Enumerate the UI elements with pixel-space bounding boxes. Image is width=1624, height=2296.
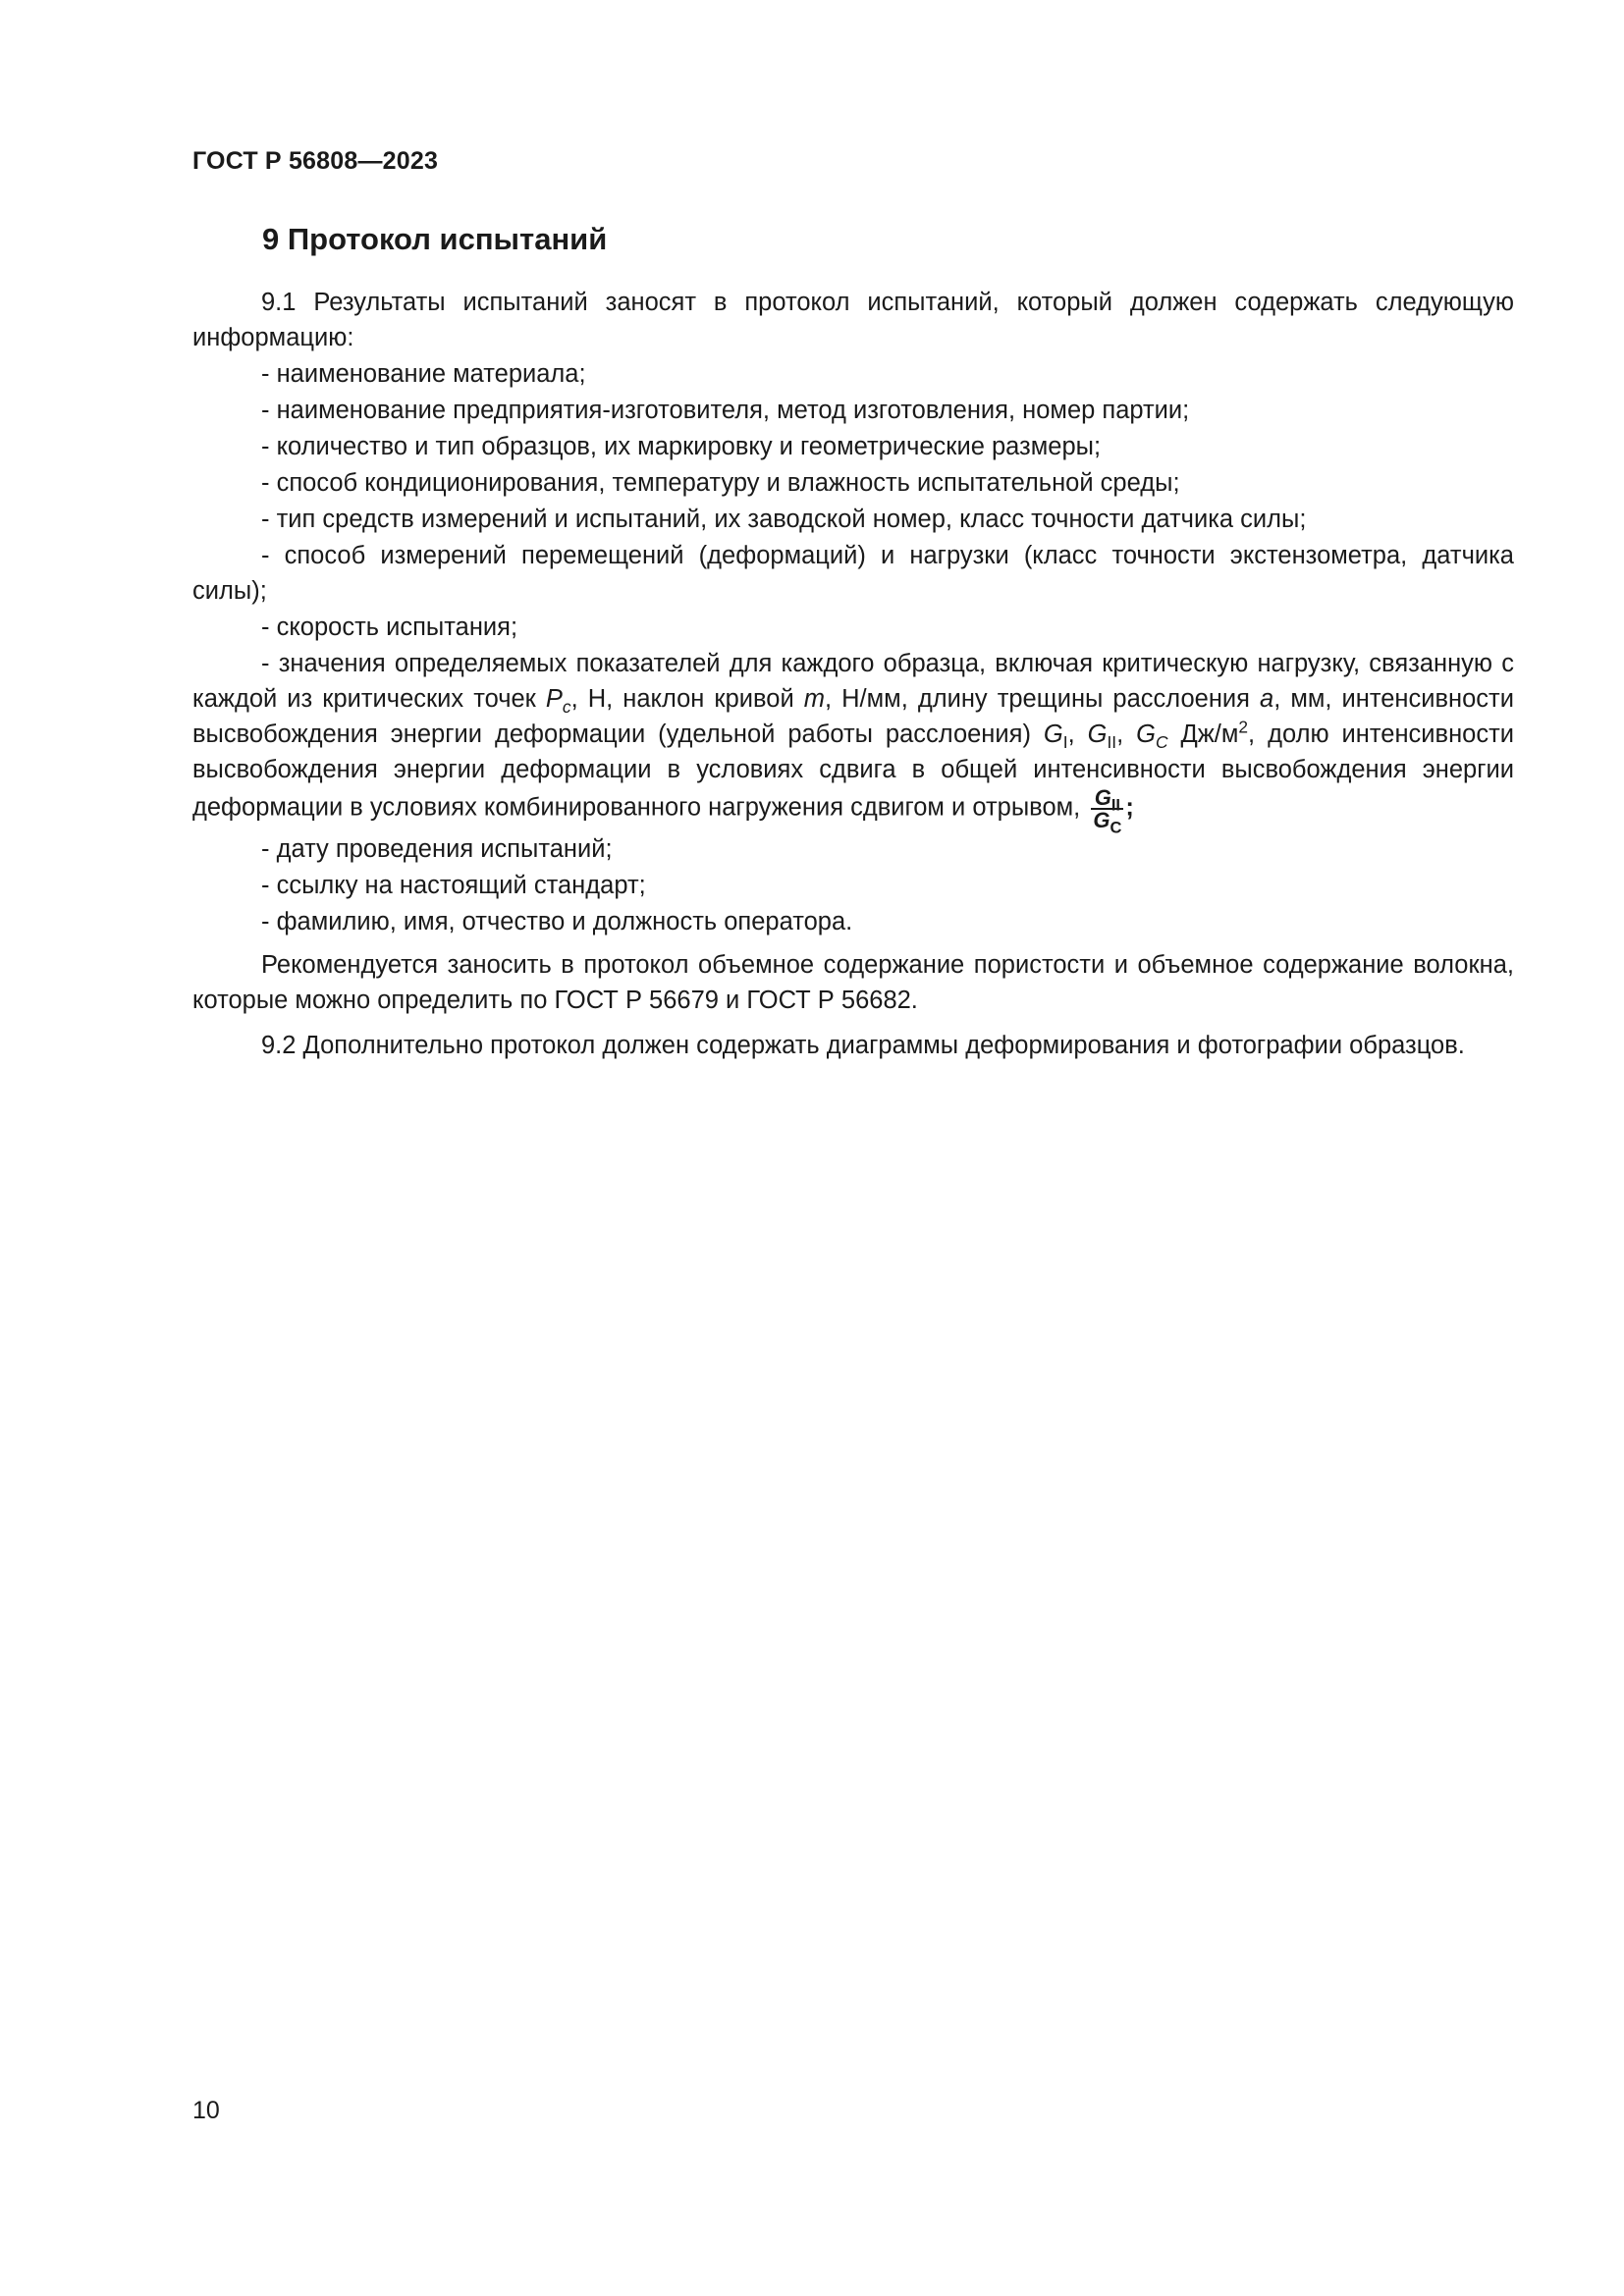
list-item: - скорость испытания; (261, 614, 518, 641)
symbol-g-1: G (1043, 721, 1063, 748)
values-text-3: , Н/мм, длину трещины расслоения (825, 685, 1260, 713)
values-text-6: , долю интенсивности высвобождения энергии деформации в условиях сдвига в общей интенсивности высвобождения энергии деформации в условиях комбинированного нагружения сдвигом и отрывом, (192, 721, 1515, 822)
semicolon: ; (1125, 793, 1134, 822)
separator-1: , (1067, 721, 1088, 748)
values-text-1: - значения определяемых показателей для каждого образца, включая критическую нагрузку, связанную с каждой из критических точек (192, 650, 1514, 713)
separator-2: , (1116, 721, 1137, 748)
symbol-p: P (545, 685, 563, 713)
paragraph-9-1: 9.1 Результаты испытаний заносят в протокол испытаний, который должен содержать следующую информацию: (192, 289, 1514, 351)
values-text-4: , мм, интенсивности высвобождения энергии деформации (удельной работы расслоения) (192, 685, 1514, 748)
values-text-2: , Н, наклон кривой (570, 685, 804, 713)
list-item: - фамилию, имя, отчество и должность оператора. (261, 908, 853, 935)
list-item: - способ измерений перемещений (деформаций) и нагрузки (класс точности экстензометра, датчика силы); (192, 542, 1514, 605)
list-item: - тип средств измерений и испытаний, их заводской номер, класс точности датчика силы; (261, 506, 1307, 533)
fraction-num-sub: II (1110, 796, 1120, 815)
fraction-num-g: G (1094, 785, 1111, 810)
list-item-values (192, 646, 1515, 837)
list-item: - наименование материала; (261, 360, 586, 388)
document-body (192, 285, 1514, 1063)
list-item: - наименование предприятия-изготовителя, метод изготовления, номер партии; (261, 397, 1190, 424)
fraction-den-sub: C (1110, 819, 1122, 837)
symbol-gc-sub: C (1155, 732, 1168, 753)
document-code: ГОСТ Р 56808—2023 (192, 147, 439, 175)
paragraph-9-2: 9.2 Дополнительно протокол должен содержать диаграммы деформирования и фотографии образцов. (261, 1032, 1465, 1059)
list-item: - количество и тип образцов, их маркировку и геометрические размеры; (261, 433, 1102, 460)
fraction-gii-gc (1091, 785, 1123, 837)
symbol-a: a (1260, 685, 1274, 713)
list-item: - ссылку на настоящий стандарт; (261, 872, 646, 899)
list-item: - дату проведения испытаний; (261, 835, 613, 863)
symbol-gi-sub: I (1062, 732, 1068, 753)
fraction-den-g: G (1093, 808, 1110, 832)
values-text-5: Дж/м (1167, 721, 1239, 748)
symbol-gii-sub: II (1107, 732, 1117, 753)
symbol-p-sub: c (562, 697, 571, 718)
list-item: - способ кондиционирования, температуру и влажность испытательной среды; (261, 469, 1180, 497)
symbol-g-2: G (1087, 721, 1108, 748)
superscript-2: 2 (1238, 717, 1249, 737)
section-title: 9 Протокол испытаний (262, 222, 608, 256)
page-number: 10 (192, 2097, 220, 2124)
symbol-m: m (803, 685, 825, 713)
symbol-g-3: G (1136, 721, 1156, 748)
recommendation-paragraph: Рекомендуется заносить в протокол объемное содержание пористости и объемное содержание волокна, которые можно определить по ГОСТ Р 56679 и ГОСТ Р 56682. (192, 951, 1514, 1014)
